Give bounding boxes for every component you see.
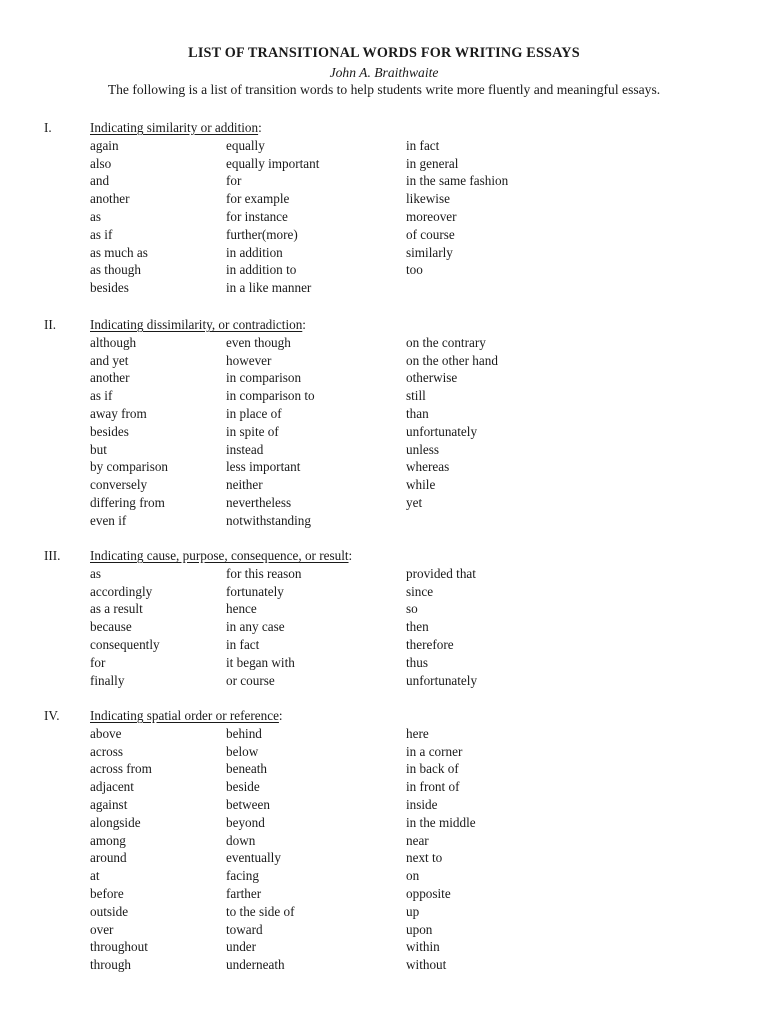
transition-word: whereas [406,459,450,475]
word-row [90,352,730,370]
word-row [90,208,730,226]
section-heading: Indicating cause, purpose, consequence, or result: [90,548,353,563]
transition-word: notwithstanding [226,512,311,528]
transition-word: down [226,832,256,848]
transition-word: in a corner [406,743,463,759]
transition-word: so [406,601,418,617]
transition-word: as [90,565,101,581]
transition-word: within [406,939,440,955]
section-heading-text: Indicating similarity or addition [90,120,259,135]
transition-word: besides [90,423,129,439]
transition-word: similarly [406,244,453,260]
transition-word: in general [406,155,459,171]
word-row [90,583,730,601]
transition-word: too [406,262,423,278]
transition-word: hence [226,601,257,617]
transition-word: in the same fashion [406,173,509,189]
word-row [90,956,730,974]
transition-word: since [406,583,434,599]
intro-paragraph: The following is a list of transition words to help students write more fluently and meaningful essays. [107,82,661,97]
transition-word: near [406,832,429,848]
transition-word: eventually [226,850,281,866]
word-row [90,494,730,512]
transition-word: beyond [226,814,265,830]
transition-word: than [406,405,429,421]
transition-word: unless [406,441,439,457]
transition-word: in front of [406,779,460,795]
transition-word: without [406,957,447,973]
transition-word: in addition [226,244,283,260]
transition-word: as though [90,262,141,278]
word-row [90,885,730,903]
transition-word: at [90,868,100,884]
transition-word: while [406,477,436,493]
author-name: John A. Braithwaite [329,65,439,80]
transition-word: upon [406,921,433,937]
transition-word: away from [90,405,147,421]
transition-word: inside [406,796,438,812]
transition-word: next to [406,850,443,866]
transition-word: adjacent [90,779,134,795]
word-row [90,849,730,867]
transition-word: below [226,743,259,759]
word-row [90,155,730,173]
transition-word: another [90,191,130,207]
word-row [90,441,730,459]
transition-word: provided that [406,565,476,581]
transition-word: equally [226,137,265,153]
transition-word: around [90,850,127,866]
transition-word: moreover [406,208,457,224]
section-numeral: IV. [44,708,60,723]
word-list [90,334,730,530]
transition-word: alongside [90,814,141,830]
word-list [90,565,730,690]
transition-word: therefore [406,636,454,652]
transition-word: in comparison to [226,388,315,404]
transition-word: however [226,352,272,368]
transition-word: differing from [90,494,165,510]
transition-word: farther [226,885,262,901]
transition-word: and yet [90,352,129,368]
section-numeral: II. [44,317,57,332]
word-row [90,600,730,618]
transition-word: here [406,725,429,741]
word-row [90,226,730,244]
transition-word: in place of [226,405,282,421]
transition-word: in comparison [226,370,302,386]
transition-word: or course [226,672,275,688]
word-row [90,565,730,583]
transition-word: as if [90,226,113,242]
transition-word: in back of [406,761,459,777]
transition-word: in addition to [226,262,297,278]
transition-word: opposite [406,885,451,901]
word-row [90,725,730,743]
transition-word: in fact [226,636,260,652]
transition-word [406,279,606,297]
transition-word: among [90,832,126,848]
transition-word: still [406,388,426,404]
section-heading: Indicating dissimilarity, or contradiction: [90,317,306,332]
word-row [90,832,730,850]
transition-word: outside [90,903,129,919]
transition-word: facing [226,868,259,884]
section-numeral: III. [44,548,61,563]
transition-word: between [226,796,270,812]
word-row [90,814,730,832]
transition-word: unfortunately [406,423,478,439]
transition-word: fortunately [226,583,284,599]
word-row [90,654,730,672]
transition-word: likewise [406,191,450,207]
word-row [90,867,730,885]
word-row [90,796,730,814]
transition-word: as a result [90,601,143,617]
document-title: LIST OF TRANSITIONAL WORDS FOR WRITING ESSAYS [188,45,580,61]
transition-word: beside [226,779,260,795]
transition-word: through [90,957,132,973]
transition-word: across [90,743,123,759]
word-row [90,778,730,796]
transition-word: yet [406,494,423,510]
transition-word: even if [90,512,127,528]
transition-word: across from [90,761,152,777]
transition-word: over [90,921,114,937]
word-row [90,261,730,279]
transition-word: then [406,619,429,635]
transition-word: as if [90,388,113,404]
transition-word: for [226,173,242,189]
transition-word: up [406,903,420,919]
transition-word: beneath [226,761,268,777]
word-row [90,903,730,921]
transition-word: for this reason [226,565,302,581]
transition-word: in fact [406,137,440,153]
transition-word: even though [226,334,291,350]
section-heading-text: Indicating spatial order or reference [90,708,279,723]
transition-word: for instance [226,208,288,224]
transition-word: further(more) [226,226,298,242]
transition-word: on the other hand [406,352,498,368]
word-row [90,190,730,208]
word-row [90,172,730,190]
word-row [90,672,730,690]
transition-word: another [90,370,130,386]
word-row [90,423,730,441]
transition-word: it began with [226,654,295,670]
transition-word: conversely [90,477,148,493]
transition-word: behind [226,725,262,741]
transition-word: equally important [226,155,320,171]
section-heading: Indicating spatial order or reference: [90,708,283,723]
transition-word: finally [90,672,125,688]
word-row [90,512,730,530]
word-row [90,636,730,654]
word-row [90,387,730,405]
transition-word: before [90,885,124,901]
transition-word: accordingly [90,583,153,599]
transition-word: as much as [90,244,148,260]
transition-word: in spite of [226,423,279,439]
word-row [90,743,730,761]
transition-word: because [90,619,132,635]
section-heading-text: Indicating dissimilarity, or contradiction [90,317,303,332]
transition-word: for example [226,191,290,207]
transition-word: to the side of [226,903,295,919]
word-row [90,279,730,297]
section-heading: Indicating similarity or addition: [90,120,262,135]
section-heading-text: Indicating cause, purpose, consequence, or result [90,548,349,563]
transition-word [406,512,606,530]
transition-word: throughout [90,939,148,955]
transition-word: in a like manner [226,280,312,296]
transition-word: also [90,155,112,171]
transition-word: although [90,334,137,350]
transition-word: but [90,441,107,457]
transition-word: against [90,796,128,812]
word-row [90,458,730,476]
section-numeral: I. [44,120,52,135]
word-list [90,137,730,297]
transition-word: besides [90,280,129,296]
word-row [90,938,730,956]
transition-word: for [90,654,106,670]
transition-word: and [90,173,110,189]
word-row [90,334,730,352]
word-row [90,618,730,636]
word-row [90,760,730,778]
transition-word: toward [226,921,263,937]
word-row [90,405,730,423]
word-list [90,725,730,974]
word-row [90,137,730,155]
transition-word: instead [226,441,264,457]
transition-word: on [406,868,420,884]
transition-word: less important [226,459,301,475]
transition-word: neither [226,477,263,493]
transition-word: of course [406,226,455,242]
transition-word: as [90,208,101,224]
transition-word: nevertheless [226,494,292,510]
word-row [90,921,730,939]
transition-word: in the middle [406,814,476,830]
transition-word: otherwise [406,370,458,386]
transition-word: unfortunately [406,672,478,688]
transition-word: by comparison [90,459,169,475]
transition-word: on the contrary [406,334,486,350]
word-row [90,476,730,494]
transition-word: thus [406,654,428,670]
transition-word: under [226,939,257,955]
transition-word: in any case [226,619,285,635]
transition-word: again [90,137,119,153]
transition-word: consequently [90,636,160,652]
word-row [90,244,730,262]
transition-word: above [90,725,122,741]
transition-word: underneath [226,957,285,973]
word-row [90,369,730,387]
